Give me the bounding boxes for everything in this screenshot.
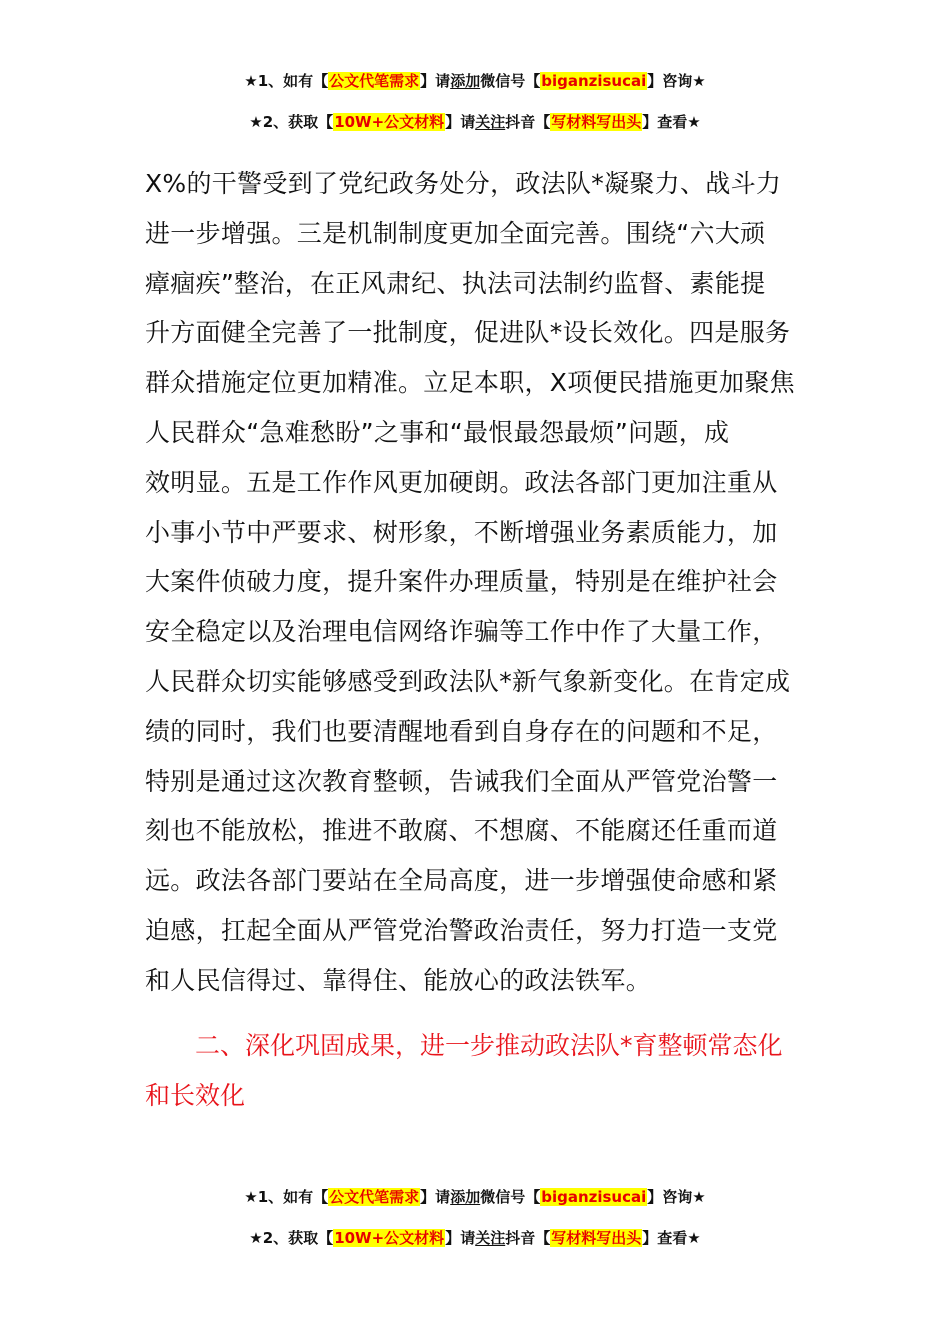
- section-heading-line-1: 二、深化巩固成果，进一步推动政法队*育整顿常态化: [195, 1031, 783, 1060]
- body-line: 小事小节中严要求、树形象，不断增强业务素质能力，加: [145, 517, 778, 547]
- body-line: 刻也不能放松，推进不敢腐、不想腐、不能腐还任重而道: [145, 816, 778, 846]
- top-banner-line-2: [0, 112, 950, 132]
- bottom-banner-line-2: [0, 1228, 950, 1248]
- banner-account: 写材料写出头: [551, 113, 642, 131]
- banner-account: biganzisucai: [541, 72, 647, 90]
- body-line: 群众措施定位更加精准。立足本职，X项便民措施更加聚焦: [145, 368, 795, 398]
- body-line: X%的干警受到了党纪政务处分，政法队*凝聚力、战斗力: [145, 169, 782, 198]
- banner-underlined: 添加: [450, 72, 481, 90]
- banner-account: biganzisucai: [541, 1188, 647, 1206]
- banner-prefix: ★2、获取【: [249, 113, 334, 131]
- banner-prefix: ★1、如有【: [244, 1188, 329, 1206]
- banner-mid: 】请: [420, 1188, 451, 1206]
- banner-mid: 】请: [445, 113, 476, 131]
- body-line: 绩的同时，我们也要清醒地看到自身存在的问题和不足，: [145, 716, 778, 746]
- body-line: 和人民信得过、靠得住、能放心的政法铁军。: [145, 965, 652, 995]
- banner-highlight: 公文代笔需求: [329, 72, 420, 90]
- body-line: 特别是通过这次教育整顿，告诫我们全面从严管党治警一: [145, 766, 778, 796]
- banner-highlight: 公文代笔需求: [329, 1188, 420, 1206]
- banner-mid: 】请: [445, 1229, 476, 1247]
- banner-mid2: 抖音【: [505, 113, 551, 131]
- banner-mid: 】请: [420, 72, 451, 90]
- body-line: 人民群众“急难愁盼”之事和“最恨最怨最烦”问题，成: [145, 417, 730, 447]
- banner-prefix: ★2、获取【: [249, 1229, 334, 1247]
- body-paragraph: [145, 159, 810, 1006]
- banner-underlined: 添加: [450, 1188, 481, 1206]
- banner-underlined: 关注: [475, 113, 506, 131]
- banner-account: 写材料写出头: [551, 1229, 642, 1247]
- banner-mid2: 抖音【: [505, 1229, 551, 1247]
- top-banner-line-1: [0, 71, 950, 91]
- banner-suffix: 】查看★: [642, 113, 701, 131]
- bottom-banner-line-1: [0, 1187, 950, 1207]
- body-line: 迫感，扛起全面从严管党治警政治责任，努力打造一支党: [145, 915, 778, 945]
- body-line: 远。政法各部门要站在全局高度，进一步增强使命感和紧: [145, 866, 778, 896]
- section-heading-line-2: 和长效化: [145, 1080, 246, 1110]
- banner-suffix: 】查看★: [642, 1229, 701, 1247]
- banner-prefix: ★1、如有【: [244, 72, 329, 90]
- body-line: 安全稳定以及治理电信网络诈骗等工作中作了大量工作，: [145, 617, 778, 647]
- banner-suffix: 】咨询★: [647, 1188, 706, 1206]
- banner-mid2: 微信号【: [480, 72, 541, 90]
- banner-suffix: 】咨询★: [647, 72, 706, 90]
- body-line: 效明显。五是工作作风更加硬朗。政法各部门更加注重从: [145, 467, 778, 497]
- section-heading: [145, 1021, 815, 1121]
- body-line: 进一步增强。三是机制制度更加全面完善。围绕“六大顽: [145, 218, 766, 248]
- banner-highlight: 10W+公文材料: [334, 113, 445, 131]
- banner-underlined: 关注: [475, 1229, 506, 1247]
- banner-highlight: 10W+公文材料: [334, 1229, 445, 1247]
- body-line: 瘴痼疾”整治，在正风肃纪、执法司法制约监督、素能提: [145, 268, 766, 298]
- body-line: 大案件侦破力度，提升案件办理质量，特别是在维护社会: [145, 567, 778, 597]
- banner-mid2: 微信号【: [480, 1188, 541, 1206]
- body-line: 人民群众切实能够感受到政法队*新气象新变化。在肯定成: [145, 666, 791, 696]
- body-line: 升方面健全完善了一批制度，促进队*设长效化。四是服务: [145, 318, 791, 348]
